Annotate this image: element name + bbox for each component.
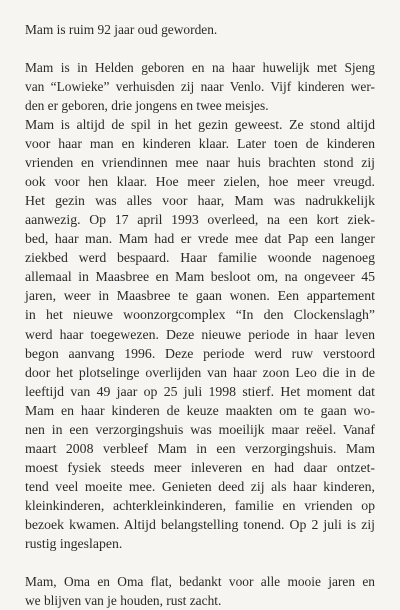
text-line: begon aanvang 1996. Deze periode werd ruw verstoord <box>25 345 375 361</box>
text-line: bezoek kwamen. Altijd belangstelling tonend. Op 2 juli is zij <box>25 516 375 532</box>
text-line: tend veel moeite mee. Genieten deed zij als haar kinderen, <box>25 478 375 494</box>
text-line: moest fysiek steeds meer inleveren en had daar ontzet- <box>25 459 375 475</box>
text-line: voor haar man en kinderen klaar. Later toen de kinderen <box>25 136 375 152</box>
text-line: Mam, Oma en Oma flat, bedankt voor alle mooie jaren en <box>25 574 375 590</box>
text-line: vrienden en vriendinnen mee naar huis brachten stond zij <box>25 155 375 171</box>
text-line: kleinkinderen, achterkleinkinderen, familie en vrienden op <box>25 497 375 513</box>
text-line: bed, haar man. Mam had er vrede mee dat Pap een langer <box>25 231 375 247</box>
text-line: Het gezin was alles voor haar, Mam was nadrukkelijk <box>25 193 375 209</box>
text-line: den er geboren, drie jongens en twee meisjes. <box>25 98 269 113</box>
life-story-paragraph <box>25 58 375 115</box>
text-line: in het nieuwe woonzorgcomplex “In den Clockenslagh” <box>25 307 375 323</box>
text-line: ziekbed werd bespaard. Haar familie woonde nagenoeg <box>25 250 375 266</box>
text-line: nen in een verzorgingshuis was moeilijk maar reëel. Vanaf <box>25 421 375 437</box>
text-line: rustig ingeslapen. <box>25 536 123 552</box>
closing-paragraph <box>25 572 375 610</box>
text-line: aanwezig. Op 17 april 1993 overleed, na een kort ziek- <box>25 212 375 228</box>
text-line: allemaal in Maasbree en Mam besloot om, na ongeveer 45 <box>25 269 375 285</box>
text-line: we blijven van je houden, rust zacht. <box>25 593 222 609</box>
text-line: door het plotselinge overlijden van haar zoon Leo die in de <box>25 364 375 380</box>
text-line: werd haar toegewezen. Deze nieuwe periode in haar leven <box>25 326 375 342</box>
text-line: Mam en haar kinderen de keuze maakten om te gaan wo- <box>25 402 375 418</box>
text-line: Mam is ruim 92 jaar oud geworden. <box>25 22 218 37</box>
life-story-paragraph-continued <box>25 115 375 553</box>
text-line: Mam is altijd de spil in het gezin geweest. Ze stond altijd <box>25 117 375 132</box>
document-page <box>25 20 375 610</box>
text-line: van “Lowieke” verhuisden zij naar Venlo. Vijf kinderen wer- <box>25 79 375 94</box>
text-line: leeftijd van 49 jaar op 25 juli 1998 stierf. Het moment dat <box>25 383 375 399</box>
text-line: jaren, weer in Maasbree te gaan wonen. Een appartement <box>25 288 375 304</box>
intro-paragraph <box>25 20 375 39</box>
text-line: Mam is in Helden geboren en na haar huwelijk met Sjeng <box>25 60 375 75</box>
text-line: ook voor hen klaar. Hoe meer zielen, hoe meer vreugd. <box>25 174 375 190</box>
text-line: maart 2008 verbleef Mam in een verzorgingshuis. Mam <box>25 440 375 456</box>
